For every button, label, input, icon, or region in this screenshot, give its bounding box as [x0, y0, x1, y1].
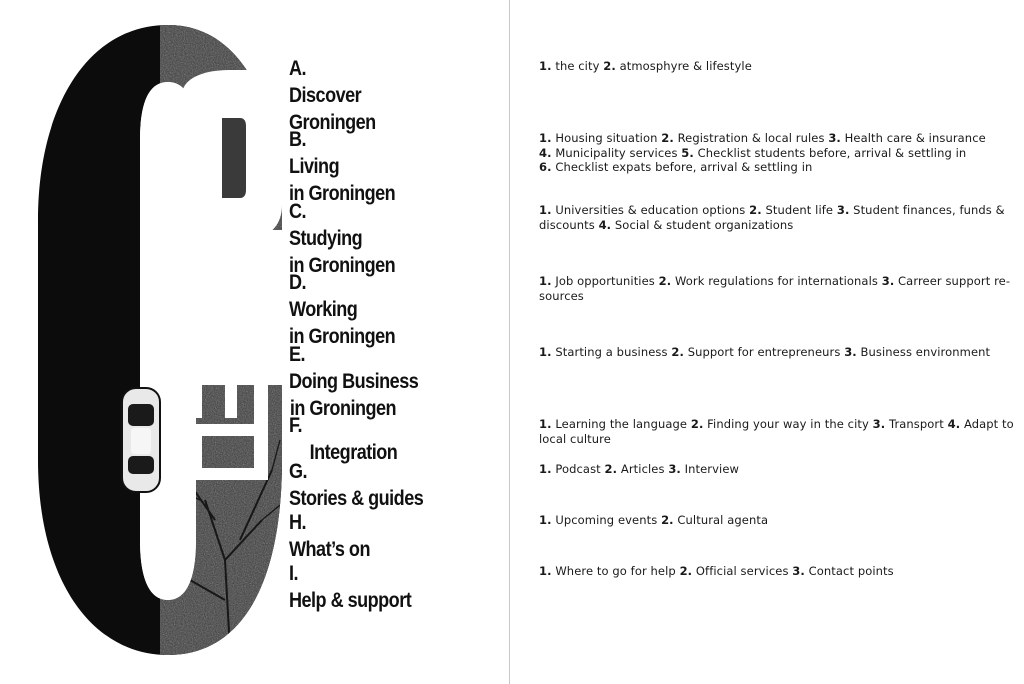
item-line	[539, 274, 1011, 289]
item-label[interactable]: Support for entrepreneurs	[683, 345, 845, 359]
item-number: 2.	[658, 274, 672, 288]
item-number: 2.	[604, 462, 618, 476]
item-line	[539, 146, 989, 161]
item-label[interactable]: Registration & local rules	[673, 131, 829, 145]
item-number: 2.	[661, 131, 674, 145]
section-title-h[interactable]: H. What’s on	[289, 511, 370, 561]
item-label[interactable]: Student finances, funds &	[849, 203, 1005, 217]
car-top-view-image	[122, 388, 160, 492]
item-line	[539, 432, 989, 447]
item-label[interactable]: Checklist students before, arrival & settling in	[693, 145, 967, 160]
item-label[interactable]: Student life	[761, 203, 837, 217]
item-number: 2.	[690, 417, 704, 431]
item-label[interactable]: Starting a business	[551, 345, 672, 359]
section-items-b	[539, 131, 989, 175]
item-label[interactable]: Articles	[617, 462, 669, 476]
item-label[interactable]: sources	[539, 288, 584, 303]
section-title-f[interactable]: F. Integration	[289, 414, 398, 464]
item-label[interactable]: Checklist expats before, arrival & settling in	[551, 160, 813, 174]
section-items-g	[539, 462, 989, 477]
item-number: 3.	[872, 417, 886, 431]
section-title-b[interactable]: B. Living in Groningen	[289, 128, 396, 205]
item-label[interactable]: Universities & education options	[551, 203, 750, 217]
section-items-f	[539, 417, 1014, 446]
item-number: 3.	[881, 274, 895, 288]
item-number: 4.	[598, 217, 612, 232]
section-title-g[interactable]: G. Stories & guides	[289, 460, 424, 510]
section-title-e[interactable]: E. Doing Business in Groningen	[289, 343, 419, 420]
left-page	[0, 0, 509, 684]
item-label[interactable]: atmosphyre & lifestyle	[615, 59, 752, 73]
item-number: 2.	[671, 345, 684, 359]
item-label[interactable]: local culture	[539, 431, 611, 446]
item-label[interactable]: Work regulations for internationals	[671, 274, 882, 288]
item-label[interactable]: Social & student organizations	[611, 217, 794, 232]
item-label[interactable]: Adapt to	[960, 417, 1014, 431]
section-items-h	[539, 513, 989, 528]
item-label[interactable]: Health care & insurance	[840, 131, 986, 145]
item-label[interactable]: Transport	[885, 417, 948, 431]
section-items-a	[539, 59, 989, 74]
item-number: 3.	[836, 203, 850, 217]
item-label[interactable]: Interview	[680, 462, 740, 476]
item-label[interactable]: Upcoming events	[551, 513, 662, 527]
item-line	[539, 160, 989, 175]
section-items-i	[539, 564, 989, 579]
item-number: 2.	[679, 564, 693, 578]
item-label[interactable]: Housing situation	[551, 131, 662, 145]
item-number: 5.	[681, 145, 694, 160]
item-number: 2.	[603, 59, 616, 73]
section-items-e	[539, 345, 989, 360]
item-number: 2.	[749, 203, 762, 217]
item-number: 1.	[539, 462, 552, 476]
item-number: 3.	[844, 345, 857, 359]
item-line	[539, 417, 1014, 432]
item-number: 4.	[539, 145, 552, 160]
section-title-a[interactable]: A. Discover Groningen	[289, 57, 376, 134]
item-line	[539, 218, 989, 233]
item-label[interactable]: Contact points	[804, 564, 894, 578]
item-number: 1.	[539, 59, 552, 73]
item-line	[539, 289, 989, 304]
item-number: 1.	[539, 513, 552, 527]
item-label[interactable]: Cultural agenta	[673, 513, 769, 527]
item-label[interactable]: Official services	[692, 564, 793, 578]
item-line	[539, 345, 989, 360]
item-line	[539, 564, 989, 579]
item-number: 4.	[947, 417, 961, 431]
section-items-d	[539, 274, 1011, 303]
item-label[interactable]: discounts	[539, 217, 599, 232]
item-number: 3.	[668, 462, 681, 476]
item-line	[539, 203, 1005, 218]
item-line	[539, 462, 989, 477]
item-label[interactable]: Where to go for help	[551, 564, 680, 578]
item-label[interactable]: Business environment	[856, 345, 991, 359]
item-line	[539, 59, 989, 74]
section-title-d[interactable]: D. Working in Groningen	[289, 271, 396, 348]
item-number: 1.	[539, 274, 552, 288]
item-label[interactable]: Learning the language	[551, 417, 691, 431]
item-label[interactable]: Job opportunities	[551, 274, 659, 288]
item-number: 1.	[539, 417, 552, 431]
item-number: 1.	[539, 345, 552, 359]
section-title-i[interactable]: I. Help & support	[289, 562, 412, 612]
item-line	[539, 131, 989, 146]
item-label[interactable]: the city	[551, 59, 604, 73]
item-number: 3.	[828, 131, 841, 145]
item-number: 1.	[539, 131, 552, 145]
item-label[interactable]: Carreer support re-	[894, 274, 1011, 288]
item-number: 3.	[792, 564, 805, 578]
item-number: 6.	[539, 160, 552, 174]
cover-letter-c-artwork	[0, 0, 509, 684]
section-title-c[interactable]: C. Studying in Groningen	[289, 200, 396, 277]
item-label[interactable]: Podcast	[551, 462, 605, 476]
item-number: 2.	[661, 513, 674, 527]
item-number: 1.	[539, 203, 552, 217]
item-number: 1.	[539, 564, 552, 578]
item-line	[539, 513, 989, 528]
item-label[interactable]: Municipality services	[551, 145, 682, 160]
item-label[interactable]: Finding your way in the city	[703, 417, 873, 431]
section-items-c	[539, 203, 1005, 232]
right-page	[510, 0, 1024, 684]
